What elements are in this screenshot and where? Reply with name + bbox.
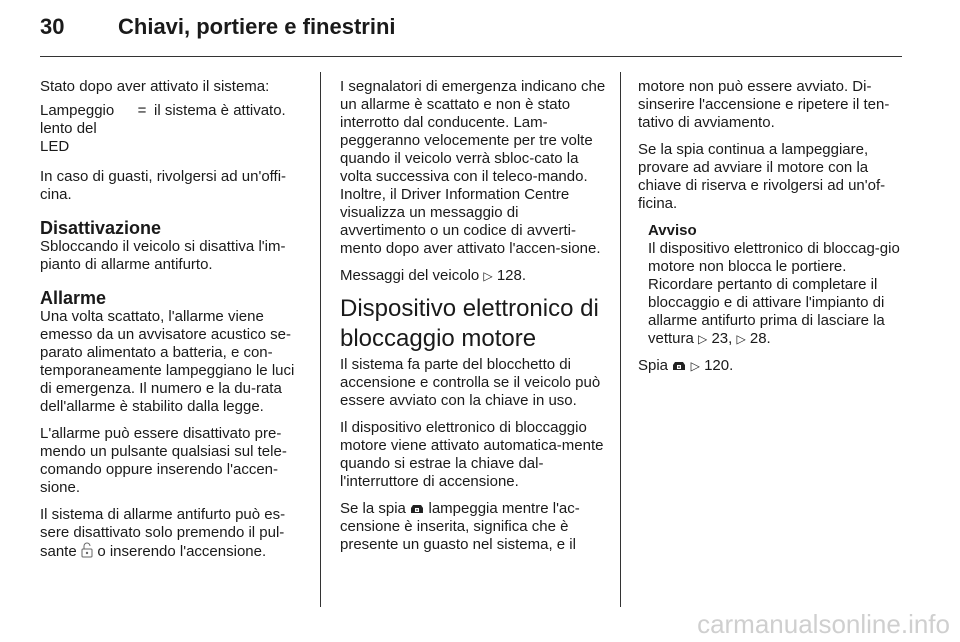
reference-arrow-icon: ▷ [690,359,700,373]
allarme-paragraph-3 [40,506,308,561]
definition-term-line: LED [40,138,70,155]
spia-ref [638,357,904,375]
definition-term-line: lento del [40,120,97,137]
immobilizer-lamp-icon [410,501,428,517]
definition-term-line: Lampeggio [40,102,115,119]
fault-paragraph: In caso di guasti, rivolgersi ad un'offi-cina. [40,168,287,203]
heading-disattivazione: Disattivazione [40,218,162,238]
ref-text: Messaggi del veicolo [340,267,480,284]
column-divider-2 [620,72,621,607]
ref-page: 120. [704,357,734,374]
immobilizer-lamp-icon [672,358,690,374]
col3-paragraph-2: Se la spia continua a lampeggiare, provare ad avviare il motore con la chiave di riserva e rivolgersi ad un'of-ficina. [638,141,886,212]
ref-page: 23, [711,330,733,347]
page-title: Chiavi, portiere e finestrini [118,14,396,39]
ref-page: 28. [749,330,771,347]
immobilizer-text: Se la spia [340,500,406,517]
reference-arrow-icon: ▷ [736,332,746,346]
note-title: Avviso [648,222,697,239]
allarme-paragraph-2: L'allarme può essere disattivato pre-mendo un pulsante qualsiasi sul tele-comando oppure inserendo l'accen-sione. [40,425,287,496]
ref-text: Spia [638,357,669,374]
reference-arrow-icon: ▷ [483,269,493,283]
header-rule [40,56,902,57]
vehicle-messages-ref [340,267,606,285]
immobilizer-text: lampeggia mentre l'ac-censione è inserita, significa che è presente un guasto nel sistema, e il [340,500,580,553]
watermark: carmanualsonline.info [697,609,950,639]
allarme-text: o inserendo l'accensione. [97,543,267,560]
definition-equals: = [137,102,147,119]
heading-allarme: Allarme [40,288,107,308]
note-text: Il dispositivo elettronico di bloccag-gio motore non blocca le portiere. Ricordare pertanto di completare il bloccaggio e di attivare l'impianto di allarme antifurto prima di lasciare la vettura [648,240,900,347]
immobilizer-paragraph-3 [340,500,606,554]
disattivazione-paragraph: Sbloccando il veicolo si disattiva l'im-pianto di allarme antifurto. [40,238,286,273]
column-3 [638,78,904,384]
column-divider-1 [320,72,321,607]
page-number: 30 [40,14,65,39]
emergency-paragraph: I segnalatori di emergenza indicano che un allarme è scattato e non è stato interrotto dal conducente. Lam-peggeranno velocemente per tre volte quando il veicolo verrà sbloc-cato la volta successiva con il teleco-mando. Inoltre, il Driver Information Centre visualizza un messaggio di avvertimento o un codice di avverti-mento dopo aver attivato l'accen-sione. [340,78,606,257]
unlock-button-icon [81,544,97,560]
column-1 [40,78,308,570]
status-definition [40,102,308,156]
reference-arrow-icon: ▷ [698,332,708,346]
allarme-text: Il sistema di allarme antifurto può es-sere disattivato solo premendo il pul-sante [40,506,286,560]
definition-term [40,102,130,156]
note-block [638,222,904,348]
immobilizer-paragraph-2: Il dispositivo elettronico di bloccaggio motore viene attivato automatica-mente quando si estrae la chiave dal-l'interruttore di accensione. [340,419,604,490]
heading-immobilizer: Dispositivo elettronico di bloccaggio motore [340,295,599,352]
immobilizer-paragraph-1: Il sistema fa parte del blocchetto di accensione e controlla se il veicolo può essere avviato con la chiave in uso. [340,356,601,409]
column-2 [340,78,606,563]
status-intro: Stato dopo aver attivato il sistema: [40,78,270,95]
col3-paragraph-1: motore non può essere avviato. Di-sinserire l'accensione e ripetere il ten-tativo di avviamento. [638,78,890,131]
ref-page: 128. [496,267,527,284]
definition-description: il sistema è attivato. [154,102,286,119]
note-body [648,240,904,348]
allarme-paragraph-1: Una volta scattato, l'allarme viene emesso da un avvisatore acustico se-parato alimentato a batteria, e con-temporaneamente lampeggiano le luci di emergenza. Il numero e la du-rata dell'allarme è stabilito dalla legge. [40,308,295,415]
